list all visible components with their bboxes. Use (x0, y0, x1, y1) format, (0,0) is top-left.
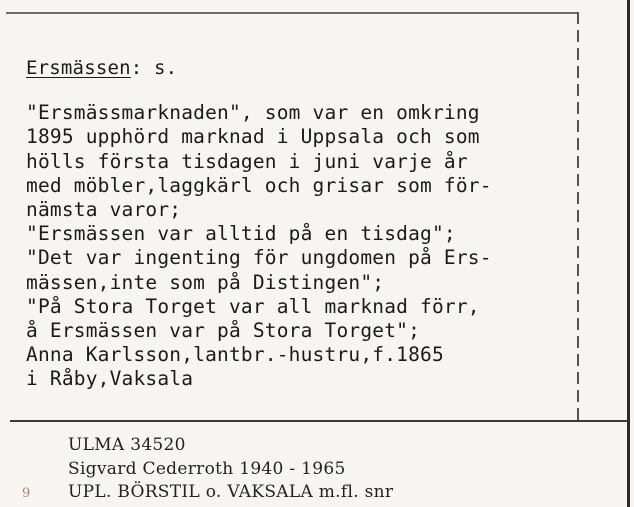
archive-id: ULMA 34520 (68, 435, 186, 455)
heading-suffix: : s. (130, 57, 178, 79)
body-line: i Råby,Vaksala (26, 367, 194, 391)
body-line: "Det var ingenting för ungdomen på Ers- (26, 246, 492, 270)
card-heading (26, 56, 586, 80)
collector-line: Sigvard Cederroth 1940 - 1965 (68, 458, 346, 479)
heading-word: Ersmässen (26, 57, 131, 79)
body-line: "Ersmässen var alltid på en tisdag"; (26, 222, 456, 246)
body-line: 1895 upphörd marknad i Uppsala och som (26, 125, 480, 149)
corner-mark: 9 (22, 486, 31, 501)
body-line: mässen,inte som på Distingen"; (26, 270, 385, 294)
body-line: "Ersmässmarknaden", som var en omkring (26, 101, 480, 125)
body-line: med möbler,laggkärl och grisar som för- (26, 173, 492, 197)
footer-divider (10, 420, 628, 422)
body-line: "På Stora Torget var all marknad förr, (26, 294, 480, 318)
body-line: hölls första tisdagen i juni varje år (26, 149, 468, 173)
body-line: Anna Karlsson,lantbr.-hustru,f.1865 (26, 343, 444, 367)
outer-right-edge (627, 0, 630, 507)
card-top-edge (6, 12, 578, 14)
body-line: å Ersmässen var på Stora Torget"; (26, 319, 421, 343)
location-line: UPL. BÖRSTIL o. VAKSALA m.fl. snr (68, 482, 394, 502)
archive-footer (68, 434, 393, 505)
body-line: nämsta varor; (26, 198, 182, 222)
typed-text-block (26, 56, 586, 392)
